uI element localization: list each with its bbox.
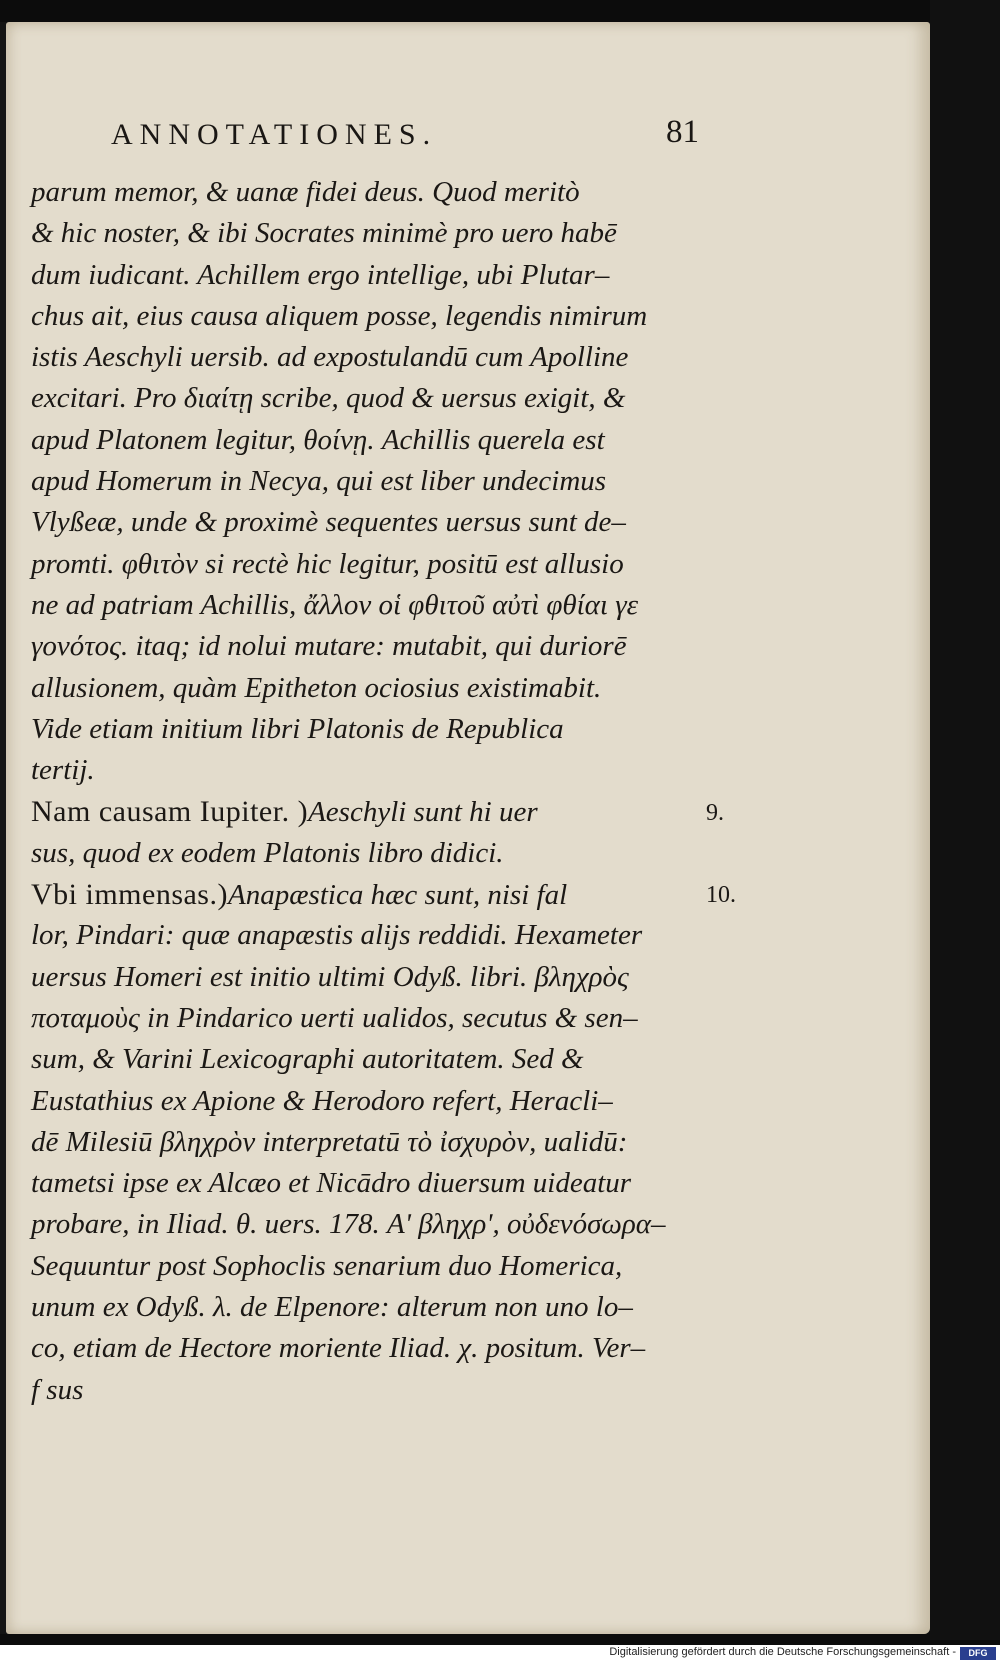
line-text: Sequuntur post Sophoclis senarium duo Homerica,: [31, 1249, 623, 1282]
text-line: [31, 1287, 711, 1328]
book-page: [6, 22, 930, 1634]
line-text: Vlyßeæ, unde & proximè sequentes uersus sunt de–: [31, 506, 626, 539]
text-line: [31, 1246, 711, 1287]
text-line: [31, 502, 711, 543]
line-text: ne ad patriam Achillis, ἄλλον οἱ φθιτοῦ αὐτὶ φθίαι γε: [31, 588, 639, 621]
text-line: [31, 998, 711, 1039]
lemma: Vbi immensas.): [31, 878, 228, 912]
line-text: apud Platonem legitur, θοίνῃ. Achillis querela est: [31, 423, 605, 456]
digitization-footer: [0, 1645, 1000, 1662]
text-line: [31, 915, 711, 956]
line-text: probare, in Iliad. θ. uers. 178. Αʹ βληχρʹ, οὐδενόσωρα–: [31, 1208, 666, 1241]
text-line: [31, 544, 711, 585]
text-line: [31, 750, 711, 791]
text-line: [31, 420, 711, 461]
line-text: promti. φθιτὸν si rectè hic legitur, positū est allusio: [31, 547, 624, 580]
line-text: tametsi ipse ex Alcæo et Nicādro diuersum uideatur: [31, 1167, 632, 1200]
text-line: [31, 626, 711, 667]
text-line: [31, 833, 711, 874]
footer-credit: Digitalisierung gefördert durch die Deutsche Forschungsgemeinschaft -: [609, 1646, 956, 1658]
line-text: tertij.: [31, 754, 95, 787]
text-line: [31, 378, 711, 419]
text-line: [31, 1328, 711, 1369]
text-line: [31, 1163, 711, 1204]
margin-note-number: 10.: [706, 882, 736, 909]
line-text: unum ex Odyß. λ. de Elpenore: alterum non uno lo–: [31, 1291, 633, 1324]
line-text: Eustathius ex Apione & Herodoro refert, Heracli–: [31, 1084, 613, 1117]
text-block: [31, 172, 711, 1411]
line-text: sum, & Varini Lexicographi autoritatem. Sed &: [31, 1043, 584, 1076]
text-line: [31, 1081, 711, 1122]
line-text: f sus: [31, 1373, 84, 1406]
text-line: [31, 791, 711, 832]
text-line: [31, 585, 711, 626]
text-line: [31, 461, 711, 502]
text-line: [31, 1039, 711, 1080]
text-line: [31, 255, 711, 296]
margin-note-number: 9.: [706, 799, 724, 826]
line-text: lor, Pindari: quæ anapæstis alijs reddidi. Hexameter: [31, 919, 643, 952]
text-line: [31, 709, 711, 750]
text-line: [31, 957, 711, 998]
lemma: Nam causam Iupiter. ): [31, 795, 309, 829]
text-line: [31, 1204, 711, 1245]
scan-right-edge: [930, 0, 1000, 1640]
line-text: γονότος. itaq; id nolui mutare: mutabit, qui duriorē: [31, 630, 627, 663]
line-text: apud Homerum in Necya, qui est liber undecimus: [31, 465, 607, 498]
line-text: chus ait, eius causa aliquem posse, legendis nimirum: [31, 299, 648, 332]
text-line: [31, 1370, 711, 1411]
line-text: allusionem, quàm Epitheton ociosius existimabit.: [31, 671, 602, 704]
line-text: & hic noster, & ibi Socrates minimè pro uero habē: [31, 217, 617, 250]
dfg-logo: DFG: [960, 1647, 996, 1660]
line-text: ποταμοὺς in Pindarico uerti ualidos, secutus & sen–: [31, 1001, 638, 1034]
line-text: dum iudicant. Achillem ergo intellige, ubi Plutar–: [31, 258, 610, 291]
line-text: parum memor, & uanæ fidei deus. Quod meritò: [31, 176, 580, 208]
line-text: Vide etiam initium libri Platonis de Republica: [31, 712, 564, 745]
text-line: [31, 874, 711, 915]
line-text: Aeschyli sunt hi uer: [308, 796, 538, 829]
line-text: istis Aeschyli uersib. ad expostulandū cum Apolline: [31, 341, 629, 374]
line-text: Anapæstica hæc sunt, nisi fal: [227, 879, 568, 912]
text-line: [31, 296, 711, 337]
line-text: uersus Homeri est initio ultimi Odyß. libri. βληχρὸς: [31, 960, 629, 993]
line-text: sus, quod ex eodem Platonis libro didici.: [31, 836, 504, 869]
text-line: [31, 1122, 711, 1163]
running-head: ANNOTATIONES.: [111, 118, 438, 151]
text-line: [31, 213, 711, 254]
page-number: 81: [666, 114, 699, 150]
text-line: [31, 668, 711, 709]
line-text: dē Milesiū βληχρὸν interpretatū τὸ ἰσχυρὸν, ualidū:: [31, 1125, 628, 1158]
text-line: [31, 337, 711, 378]
line-text: excitari. Pro διαίτῃ scribe, quod & uersus exigit, &: [31, 382, 626, 415]
text-line: [31, 172, 711, 213]
line-text: co, etiam de Hectore moriente Iliad. χ. positum. Ver–: [31, 1332, 646, 1365]
